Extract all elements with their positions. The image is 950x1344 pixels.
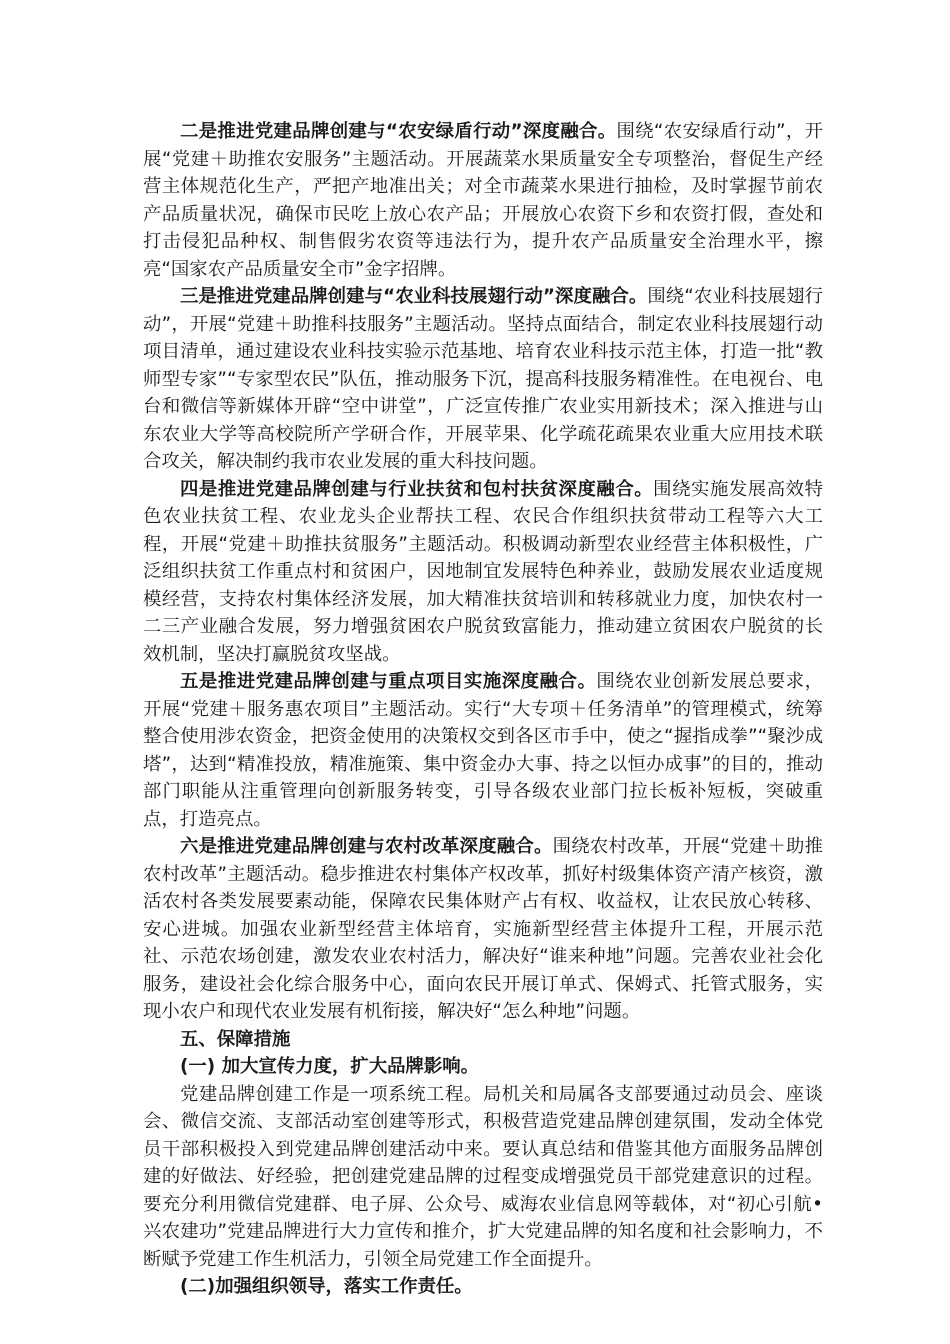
paragraph-item-3 [143, 283, 823, 476]
paragraph-item-4 [143, 476, 823, 669]
document-page [143, 118, 823, 1301]
paragraph-item-5 [143, 668, 823, 833]
subsection-heading-2: (二)加强组织领导，落实工作责任。 [180, 1276, 473, 1297]
subsection-body-1: 党建品牌创建工作是一项系统工程。局机关和局属各支部要通过动员会、座谈会、微信交流、支部活动室创建等形式，积极营造党建品牌创建氛围，发动全体党员干部积极投入到党建品牌创建活动中来。要认真总结和借鉴其他方面服务品牌创建的好做法、好经验，把创建党建品牌的过程变成增强党员干部党建意识的过程。要充分利用微信党建群、电子屏、公众号、威海农业信息网等载体，对“初心引航•兴农建功”党建品牌进行大力宣传和推介，扩大党建品牌的知名度和社会影响力，不断赋予党建工作生机活力，引领全局党建工作全面提升。 [143, 1083, 823, 1270]
paragraph-lead: 四是推进党建品牌创建与行业扶贫和包村扶贫深度融合。 [180, 478, 654, 500]
section-heading: 五、保障措施 [180, 1028, 291, 1050]
paragraph-body: 围绕农业创新发展总要求，开展“党建＋服务惠农项目”主题活动。实行“大专项＋任务清单”的管理模式，统筹整合使用涉农资金，把资金使用的决策权交到各区市手中，使之“握指成拳”“聚沙成塔”，达到“精准投放，精准施策、集中资金办大事、持之以恒办成事”的目的，推动部门职能从注重管理向创新服务转变，引导各级农业部门拉长板补短板，突破重点，打造亮点。 [143, 671, 823, 830]
paragraph-body: 围绕实施发展高效特色农业扶贫工程、农业龙头企业帮扶工程、农民合作组织扶贫带动工程等六大工程，开展“党建＋助推扶贫服务”主题活动。积极调动新型农业经营主体积极性，广泛组织扶贫工作重点村和贫困户，因地制宜发展特色种养业，鼓励发展农业适度规模经营，支持农村集体经济发展，加大精准扶贫培训和转移就业力度，加快农村一二三产业融合发展，努力增强贫困农户脱贫致富能力，推动建立贫困农户脱贫的长效机制，坚决打赢脱贫攻坚战。 [143, 478, 823, 665]
paragraph-item-2 [143, 118, 823, 283]
subsection-heading-1: (一) 加大宣传力度，扩大品牌影响。 [180, 1056, 480, 1077]
paragraph-body: 围绕“农业科技展翅行动”，开展“党建＋助推科技服务”主题活动。坚持点面结合，制定农业科技展翅行动项目清单，通过建设农业科技实验示范基地、培育农业科技示范主体，打造一批“教师型专家”“专家型农民”队伍，推动服务下沉，提高科技服务精准性。在电视台、电台和微信等新媒体开辟“空中讲堂”，广泛宣传推广农业实用新技术；深入推进与山东农业大学等高校院所产学研合作，开展苹果、化学疏花疏果农业重大应用技术联合攻关，解决制约我市农业发展的重大科技问题。 [143, 286, 823, 472]
paragraph-body: 围绕农村改革，开展“党建＋助推农村改革”主题活动。稳步推进农村集体产权改革，抓好村级集体资产清产核资，激活农村各类发展要素动能，保障农民集体财产占有权、收益权，让农民放心转移、安心进城。加强农业新型经营主体培育，实施新型经营主体提升工程，开展示范社、示范农场创建，激发农业农村活力，解决好“谁来种地”问题。完善农业社会化服务，建设社会化综合服务中心，面向农民开展订单式、保姆式、托管式服务，实现小农户和现代农业发展有机衔接，解决好“怎么种地”问题。 [143, 836, 823, 1022]
paragraph-body: 围绕“农安绿盾行动”，开展“党建＋助推农安服务”主题活动。开展蔬菜水果质量安全专项整治，督促生产经营主体规范化生产，严把产地准出关；对全市蔬菜水果进行抽检，及时掌握节前农产品质量状况，确保市民吃上放心农产品；开展放心农资下乡和农资打假，查处和打击侵犯品种权、制售假劣农资等违法行为，提升农产品质量安全治理水平，擦亮“国家农产品质量安全市”金字招牌。 [143, 121, 823, 280]
paragraph-lead: 五是推进党建品牌创建与重点项目实施深度融合。 [180, 671, 597, 692]
paragraph-lead: 六是推进党建品牌创建与农村改革深度融合。 [180, 836, 553, 857]
paragraph-lead: 二是推进党建品牌创建与“农安绿盾行动”深度融合。 [180, 121, 617, 142]
paragraph-lead: 三是推进党建品牌创建与“农业科技展翅行动”深度融合。 [180, 286, 648, 307]
paragraph-item-6 [143, 833, 823, 1026]
